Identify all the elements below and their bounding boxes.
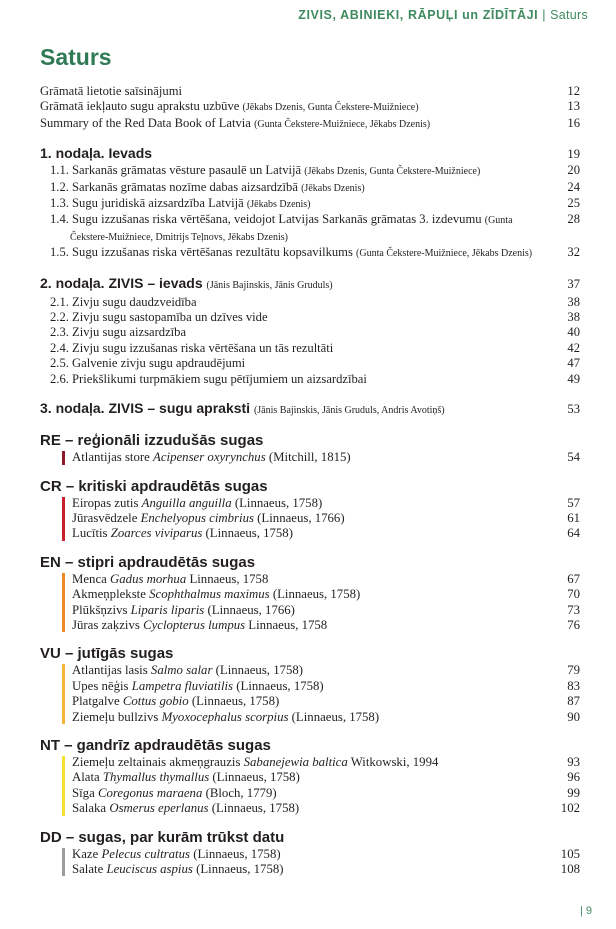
species-entry[interactable] — [72, 710, 580, 725]
species-local-name: Platgalve — [72, 694, 120, 709]
species-latin-name: Salmo salar — [150, 663, 213, 678]
page-number: 12 — [567, 84, 580, 98]
page-number: 32 — [567, 245, 580, 260]
species-author: (Linnaeus, 1766) — [257, 510, 345, 525]
table-of-contents — [40, 84, 580, 877]
species-entry[interactable] — [72, 862, 580, 877]
page-number: 87 — [567, 694, 580, 709]
category-color-bar — [62, 848, 65, 877]
chapter-1 — [40, 144, 580, 261]
species-entry[interactable] — [72, 786, 580, 801]
species-latin-name: Anguilla anguilla — [141, 495, 232, 510]
page-number: 54 — [567, 450, 580, 465]
species-author: Linnaeus, 1758 — [248, 617, 328, 632]
species-latin-name: Thymallus thymallus — [102, 770, 210, 785]
front-matter — [40, 84, 580, 132]
category-heading[interactable]: NT – gandrīz apdraudētās sugas — [40, 736, 271, 754]
species-latin-name: Lampetra fluviatilis — [131, 678, 234, 693]
species-local-name: Salate — [72, 862, 104, 876]
species-entry[interactable] — [72, 450, 580, 465]
species-list — [40, 572, 580, 634]
species-local-name: Eiropas zutis — [72, 495, 139, 510]
entry-title: 2.4. Zivju sugu izzušanas riska vērtēšana un tās rezultāti — [50, 340, 334, 355]
species-author: (Bloch, 1779) — [205, 785, 277, 800]
page-number: 42 — [567, 340, 580, 355]
entry-authors: (Jēkabs Dzenis, Gunta Čekstere-Muižniece) — [304, 166, 481, 178]
species-local-name: Ziemeļu bullzivs — [72, 709, 159, 724]
toc-entry[interactable] — [40, 310, 580, 325]
chapter-title: 1. nodaļa. Ievads — [40, 145, 153, 162]
species-local-name: Plūkšņzivs — [72, 602, 128, 617]
page-number: 61 — [567, 510, 580, 525]
chapter-heading[interactable] — [40, 144, 580, 163]
species-entry[interactable] — [72, 679, 580, 694]
entry-title: 2.6. Priekšlikumi turpmākiem sugu pētījumiem un aizsardzībai — [50, 371, 367, 386]
species-entry[interactable] — [72, 572, 580, 587]
species-latin-name: Cottus gobio — [122, 694, 189, 709]
category-color-bar — [62, 756, 65, 816]
toc-entry[interactable] — [40, 245, 580, 261]
toc-entry[interactable] — [40, 295, 580, 310]
chapter-authors: (Jānis Bajinskis, Jānis Gruduls, Andris Avotiņš) — [253, 405, 445, 417]
toc-entry[interactable] — [40, 212, 580, 245]
chapter-heading[interactable] — [40, 274, 580, 295]
species-author: (Linnaeus, 1758) — [215, 663, 304, 678]
entry-authors: (Jēkabs Dzenis, Gunta Čekstere-Muižniece) — [242, 102, 419, 114]
species-latin-name: Enchelyopus cimbrius — [140, 510, 254, 525]
page-number: 38 — [567, 294, 580, 309]
species-author: (Linnaeus, 1758) — [205, 526, 293, 541]
page-number: 19 — [567, 147, 580, 162]
species-list — [40, 847, 580, 878]
running-head-section: Saturs — [550, 8, 588, 22]
category-color-bar — [62, 664, 65, 724]
chapter-2 — [40, 274, 580, 387]
chapter-title: 2. nodaļa. ZIVIS – ievads — [40, 274, 203, 291]
page-number: 108 — [560, 862, 580, 876]
running-head-title: ZIVIS, ABINIEKI, RĀPUĻI un ZĪDĪTĀJI — [298, 8, 539, 22]
species-author: Witkowski, 1994 — [350, 754, 439, 769]
page-number: 53 — [567, 402, 580, 417]
species-author: (Linnaeus, 1758) — [211, 801, 300, 816]
species-latin-name: Gadus morhua — [110, 571, 187, 586]
page-number: 70 — [567, 587, 580, 602]
species-entry[interactable] — [72, 694, 580, 709]
species-latin-name: Cyclopterus lumpus — [143, 617, 246, 632]
page-number: 13 — [567, 99, 580, 114]
toc-entry[interactable] — [40, 180, 580, 196]
species-entry[interactable] — [72, 603, 580, 618]
page-number: 76 — [567, 617, 580, 632]
species-author: (Linnaeus, 1758) — [196, 862, 284, 876]
page-number: 93 — [567, 754, 580, 769]
entry-authors: (Gunta Čekstere-Muižniece, Dmitrijs Teļnovs, Jēkabs Dzenis) — [70, 215, 513, 243]
entry-title: 1.3. Sugu juridiskā aizsardzība Latvijā — [50, 196, 244, 211]
entry-title: 1.5. Sugu izzušanas riska vērtēšanas rezultātu kopsavilkums — [50, 245, 353, 260]
page-number: 47 — [567, 356, 580, 371]
category-color-bar — [62, 451, 65, 464]
category-cr — [40, 478, 580, 542]
species-author: (Linnaeus, 1758) — [291, 709, 380, 724]
species-entry[interactable] — [72, 801, 580, 816]
chapter-3 — [40, 399, 580, 420]
toc-entry[interactable] — [40, 196, 580, 212]
page-number: 37 — [567, 276, 580, 291]
species-local-name: Akmeņplekste — [72, 587, 146, 602]
entry-authors: (Gunta Čekstere-Muižniece, Jēkabs Dzenis) — [356, 248, 533, 260]
species-author: Linnaeus, 1758 — [189, 571, 269, 586]
page-number: 96 — [567, 770, 580, 785]
category-heading[interactable]: DD – sugas, par kurām trūkst datu — [40, 828, 285, 846]
species-list — [40, 755, 580, 817]
chapter-title: 3. nodaļa. ZIVIS – sugu apraksti — [40, 400, 251, 417]
species-entry[interactable] — [72, 618, 580, 633]
page-number: 102 — [560, 801, 580, 816]
species-entry[interactable] — [72, 663, 580, 678]
toc-entry[interactable] — [40, 325, 580, 340]
species-author: (Linnaeus, 1766) — [207, 602, 295, 617]
species-author: (Linnaeus, 1758) — [234, 495, 323, 510]
species-latin-name: Pelecus cultratus — [101, 846, 190, 861]
toc-entry[interactable] — [40, 356, 580, 371]
category-heading[interactable]: CR – kritiski apdraudētās sugas — [40, 477, 268, 495]
species-local-name: Menca — [72, 571, 107, 586]
toc-entry[interactable] — [40, 163, 580, 179]
toc-entry[interactable] — [40, 84, 580, 99]
entry-authors: (Jēkabs Dzenis) — [301, 182, 365, 194]
category-re — [40, 432, 580, 465]
entry-title: 2.5. Galvenie zivju sugu apdraudējumi — [50, 356, 246, 371]
category-en — [40, 554, 580, 634]
chapter-authors: (Jānis Bajinskis, Jānis Gruduls) — [206, 279, 333, 291]
species-local-name: Lucītis — [72, 526, 108, 541]
category-heading[interactable]: EN – stipri apdraudētās sugas — [40, 553, 256, 571]
species-latin-name: Liparis liparis — [130, 602, 205, 617]
species-local-name: Atlantijas lasis — [72, 663, 148, 678]
species-entry[interactable] — [72, 496, 580, 511]
species-entry[interactable] — [72, 587, 580, 602]
species-entry[interactable] — [72, 770, 580, 785]
species-author: (Mitchill, 1815) — [268, 450, 351, 465]
entry-title: 2.2. Zivju sugu sastopamība un dzīves vide — [50, 310, 268, 325]
species-local-name: Kaze — [72, 846, 99, 861]
entry-authors: (Jēkabs Dzenis) — [246, 199, 311, 211]
species-latin-name: Acipenser oxyrynchus — [153, 450, 266, 465]
species-list — [40, 450, 580, 465]
species-latin-name: Myoxocephalus scorpius — [161, 709, 289, 724]
species-entry[interactable] — [72, 526, 580, 541]
page-number: 83 — [567, 678, 580, 693]
species-list — [40, 663, 580, 725]
species-list — [40, 496, 580, 542]
species-local-name: Alata — [72, 770, 100, 785]
species-local-name: Jūras zaķzivs — [72, 617, 140, 632]
entry-title: 2.1. Zivju sugu daudzveidība — [50, 294, 197, 309]
species-local-name: Upes nēģis — [72, 678, 129, 693]
entry-title: Summary of the Red Data Book of Latvia — [40, 115, 251, 130]
page-number: 90 — [567, 709, 580, 724]
toc-entry[interactable] — [40, 99, 580, 115]
chapter-heading[interactable] — [40, 399, 580, 420]
species-local-name: Ziemeļu zeltainais akmeņgrauzis — [72, 754, 241, 769]
species-local-name: Atlantijas store — [72, 450, 150, 465]
species-author: (Linnaeus, 1758) — [272, 587, 361, 602]
category-heading[interactable]: RE – reģionāli izzudušās sugas — [40, 432, 264, 450]
page-number: 105 — [560, 846, 580, 861]
species-author: (Linnaeus, 1758) — [191, 694, 280, 709]
page-number: 24 — [567, 179, 580, 194]
category-vu — [40, 645, 580, 725]
page-number: 28 — [567, 212, 580, 227]
entry-title: Grāmatā iekļauto sugu aprakstu uzbūve — [40, 99, 240, 114]
entry-title: 1.4. Sugu izzušanas riska vērtēšana, veidojot Latvijas Sarkanās grāmatas 3. izdevumu — [50, 212, 482, 227]
folio-page-number: | 9 — [579, 905, 592, 917]
category-nt — [40, 737, 580, 817]
page-number: 25 — [567, 196, 580, 211]
entry-title: 1.1. Sarkanās grāmatas vēsture pasaulē un Latvijā — [50, 163, 302, 178]
toc-entry[interactable] — [40, 116, 580, 132]
entry-authors: (Gunta Čekstere-Muižniece, Jēkabs Dzenis) — [254, 118, 431, 130]
species-local-name: Sīga — [72, 785, 95, 800]
page-number: 16 — [567, 115, 580, 130]
species-latin-name: Scophthalmus maximus — [149, 587, 270, 602]
page-number: 79 — [567, 663, 580, 678]
species-local-name: Salaka — [72, 801, 107, 816]
entry-title: Grāmatā lietotie saīsinājumi — [40, 84, 182, 98]
species-author: (Linnaeus, 1758) — [193, 846, 281, 861]
category-heading[interactable]: VU – jutīgās sugas — [40, 645, 174, 663]
species-latin-name: Osmerus eperlanus — [109, 801, 209, 816]
category-dd — [40, 829, 580, 878]
species-entry[interactable] — [72, 511, 580, 526]
entry-title: 1.2. Sarkanās grāmatas nozīme dabas aizsardzībā — [50, 179, 298, 194]
species-latin-name: Coregonus maraena — [97, 785, 203, 800]
page-title: Saturs — [40, 44, 112, 70]
page-number: 20 — [567, 163, 580, 178]
page-number: 49 — [567, 371, 580, 386]
entry-title: 2.3. Zivju sugu aizsardzība — [50, 325, 187, 340]
page-number: 73 — [567, 602, 580, 617]
running-head — [298, 8, 588, 22]
toc-entry[interactable] — [40, 372, 580, 387]
species-latin-name: Sabanejewia baltica — [243, 754, 348, 769]
species-entry[interactable] — [72, 755, 580, 770]
running-head-separator: | — [542, 8, 547, 22]
species-entry[interactable] — [72, 847, 580, 862]
category-color-bar — [62, 573, 65, 633]
species-latin-name: Zoarces viviparus — [110, 526, 203, 541]
category-color-bar — [62, 497, 65, 541]
species-latin-name: Leuciscus aspius — [106, 862, 193, 876]
page-number: 38 — [567, 310, 580, 325]
page-number: 57 — [567, 495, 580, 510]
page-number: 64 — [567, 526, 580, 541]
page-number: 40 — [567, 325, 580, 340]
species-author: (Linnaeus, 1758) — [212, 770, 300, 785]
page-number: 99 — [567, 785, 580, 800]
toc-entry[interactable] — [40, 341, 580, 356]
species-author: (Linnaeus, 1758) — [236, 678, 324, 693]
page-number: 67 — [567, 571, 580, 586]
species-local-name: Jūrasvēdzele — [72, 510, 138, 525]
